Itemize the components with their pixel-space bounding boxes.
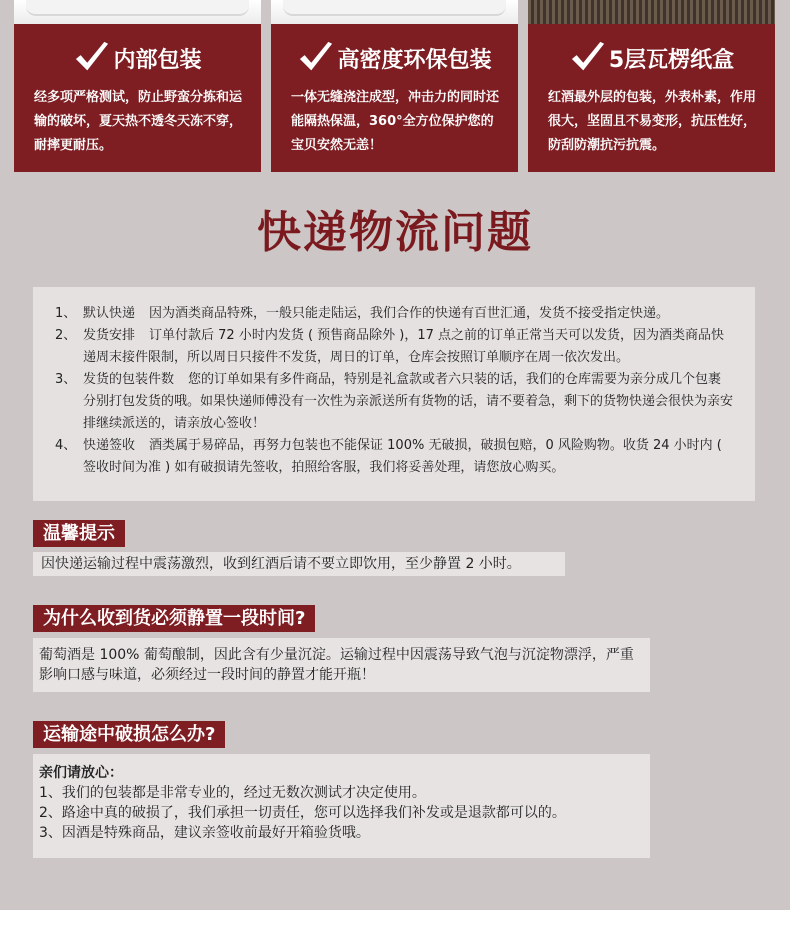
faq-text: 因为酒类商品特殊，一般只能走陆运，我们合作的快递有百世汇通，发货不接受指定快递。 <box>149 306 670 321</box>
feature-description: 红酒最外层的包装，外表朴素，作用很大，坚固且不易变形，抗压性好，防刮防潮抗污抗震。 <box>548 90 757 153</box>
faq-text: 酒类属于易碎品，再努力包装也不能保证 100% 无破损，破损包赔，0 风险购物。收货 24 小时内 ( 签收时间为准 ) 如有破损请先签收，拍照给客服，我们将妥善处理，请您放心购买。 <box>83 438 722 475</box>
faq-text: 您的订单如果有多件商品，特别是礼盒款或者六只装的话，我们的仓库需要为亲分成几个包裹分别打包发货的哦。如果快递师傅没有一次性为亲派送所有货物的话，请不要着急，剩下的货物快递会很快为亲安排继续派送的，请亲放心签收！ <box>83 372 734 431</box>
damage-line: 2、路途中真的破损了，我们承担一切责任，您可以选择我们补发或是退款都可以的。 <box>39 805 566 821</box>
faq-number: 3、 <box>55 372 77 387</box>
section-title: 快递物流问题 <box>257 207 533 258</box>
damage-note <box>33 754 650 858</box>
feature-description: 经多项严格测试，防止野蛮分拣和运输的破坏，夏天热不透冬天冻不穿，耐摔更耐压。 <box>34 90 243 153</box>
faq-number: 2、 <box>55 328 77 343</box>
feature-description: 一体无缝浇注成型，冲击力的同时还能隔热保温，360°全方位保护您的宝贝安然无恙！ <box>291 90 500 153</box>
faq-number: 1、 <box>55 306 77 321</box>
feature-panel <box>271 24 518 172</box>
faq-item <box>55 325 733 369</box>
product-photo-carton <box>528 0 775 24</box>
faq-label: 发货的包装件数 <box>83 372 175 387</box>
damage-greeting: 亲们请放心： <box>39 765 123 781</box>
feature-title: 高密度环保包装 <box>337 47 492 73</box>
feature-heading <box>14 38 261 78</box>
faq-label: 发货安排 <box>83 328 136 343</box>
feature-card-foam-packaging <box>271 0 518 172</box>
feature-heading <box>271 38 518 78</box>
why-badge: 为什么收到货必须静置一段时间? <box>33 605 315 632</box>
tip-badge: 温馨提示 <box>33 520 125 547</box>
product-photo-foam <box>14 0 261 24</box>
check-icon <box>569 40 607 76</box>
feature-panel <box>528 24 775 172</box>
why-note: 葡萄酒是 100% 葡萄酿制，因此含有少量沉淀。运输过程中因震荡导致气泡与沉淀物漂浮，严重影响口感与味道，必须经过一段时间的静置才能开瓶！ <box>33 638 650 692</box>
feature-panel <box>14 24 261 172</box>
faq-label: 快递签收 <box>83 438 136 453</box>
faq-label: 默认快递 <box>83 306 136 321</box>
damage-badge: 运输途中破损怎么办? <box>33 721 225 748</box>
damage-line: 1、我们的包装都是非常专业的，经过无数次测试才决定使用。 <box>39 785 426 801</box>
check-icon <box>297 40 335 76</box>
faq-number: 4、 <box>55 438 77 453</box>
damage-line: 3、因酒是特殊商品，建议亲签收前最好开箱验货哦。 <box>39 825 370 841</box>
logistics-faq-box <box>33 287 755 501</box>
feature-card-carton <box>528 0 775 172</box>
faq-item <box>55 369 733 435</box>
faq-item <box>55 435 733 479</box>
feature-title: 5层瓦楞纸盒 <box>608 47 735 73</box>
feature-title: 内部包装 <box>113 47 202 73</box>
faq-text: 订单付款后 72 小时内发货 ( 预售商品除外 )，17 点之前的订单正常当天可以发货，因为酒类商品快递周末接件限制，所以周日只接件不发货，周日的订单，仓库会按照订单顺序在周一依次发出。 <box>83 328 725 365</box>
faq-item <box>55 303 733 325</box>
feature-heading <box>528 38 775 78</box>
tip-note: 因快递运输过程中震荡激烈，收到红酒后请不要立即饮用，至少静置 2 小时。 <box>33 552 565 576</box>
feature-card-inner-packaging <box>14 0 261 172</box>
check-icon <box>73 40 111 76</box>
product-photo-foam <box>271 0 518 24</box>
